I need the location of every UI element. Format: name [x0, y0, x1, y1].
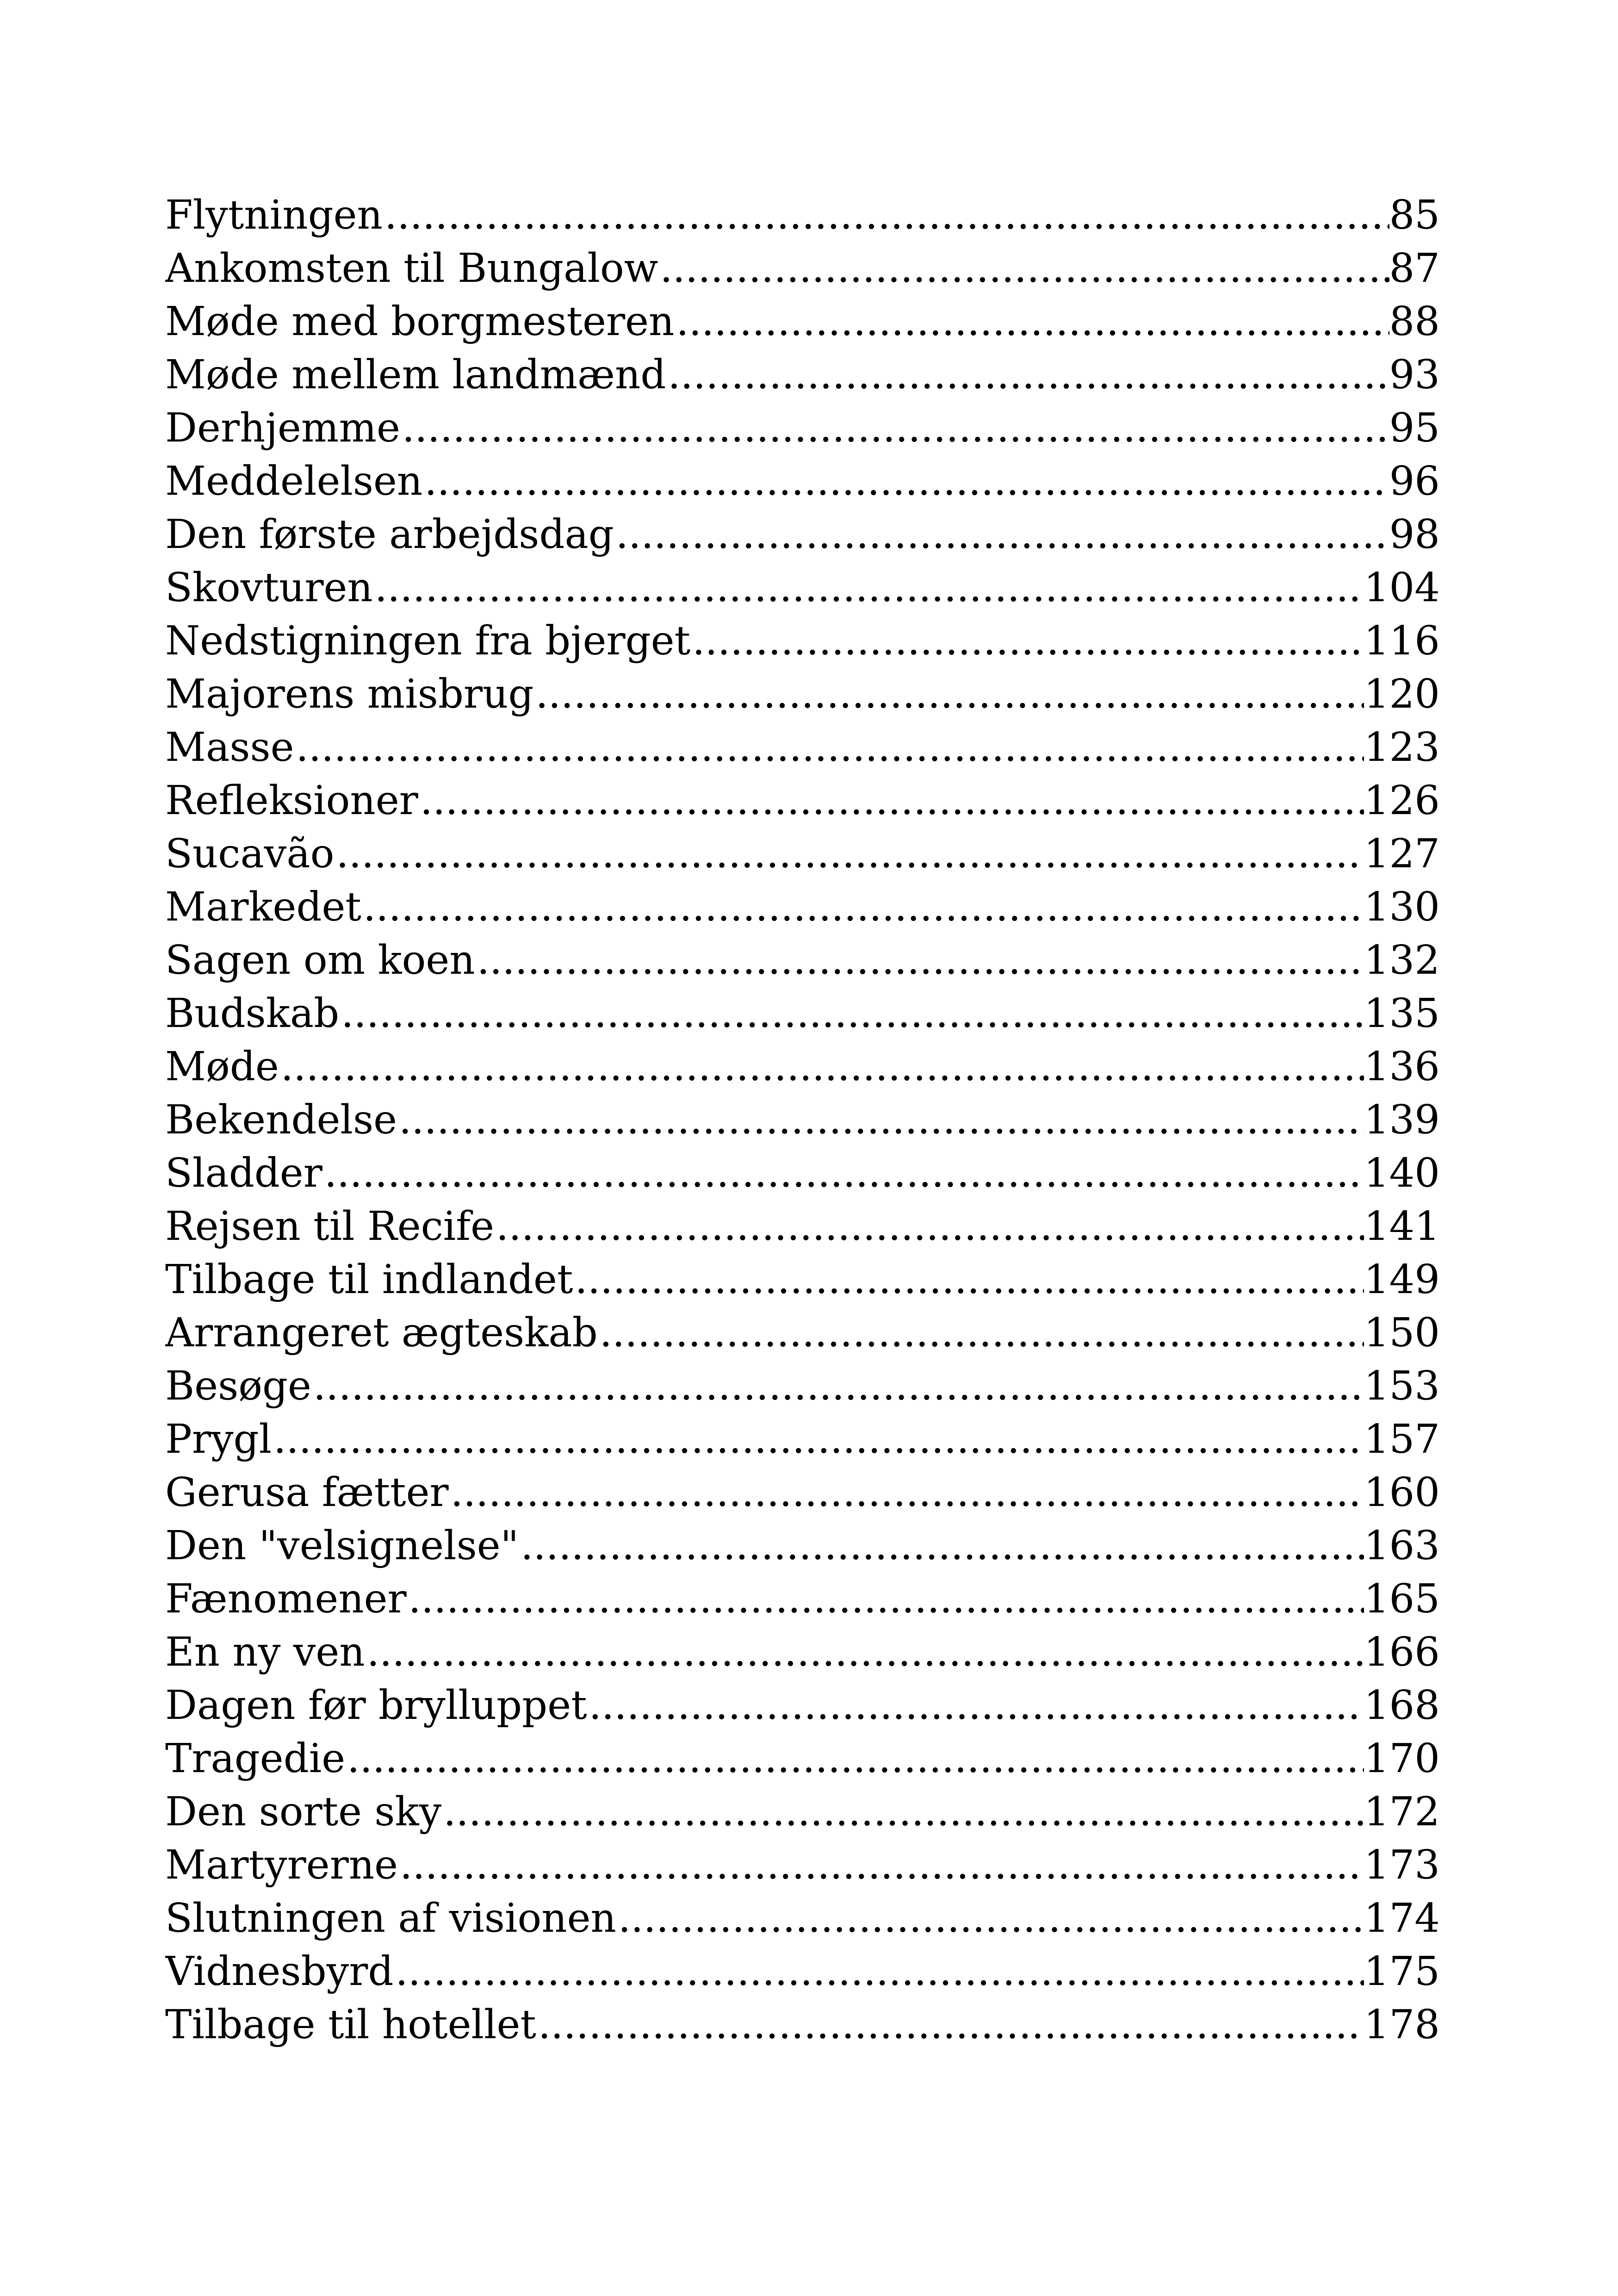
toc-dot-leader — [397, 1094, 1364, 1147]
toc-entry-title: Tragedie — [165, 1736, 346, 1782]
toc-dot-leader — [658, 242, 1389, 295]
toc-dot-leader — [449, 1466, 1364, 1519]
toc-entry[interactable] — [165, 987, 1440, 1040]
toc-entry-title: En ny ven — [165, 1629, 365, 1675]
toc-entry[interactable] — [165, 1360, 1440, 1413]
toc-dot-leader — [418, 774, 1364, 828]
toc-dot-leader — [533, 668, 1364, 721]
toc-dot-leader — [536, 1998, 1364, 2052]
toc-entry-title: Ankomsten til Bungalow — [165, 245, 658, 292]
toc-entry-title: Majorens misbrug — [165, 671, 534, 717]
toc-entry[interactable] — [165, 1413, 1440, 1466]
toc-entry[interactable] — [165, 348, 1440, 402]
toc-entry-title: Arrangeret ægteskab — [165, 1310, 598, 1356]
toc-entry-title: Masse — [165, 724, 294, 771]
toc-entry-page: 87 — [1389, 245, 1440, 292]
toc-dot-leader — [441, 1786, 1364, 1839]
toc-entry-title: Sagen om koen — [165, 937, 475, 983]
toc-dot-leader — [365, 1626, 1364, 1679]
toc-entry-page: 170 — [1364, 1736, 1440, 1782]
toc-entry-page: 149 — [1364, 1257, 1440, 1303]
toc-entry-title: Sladder — [165, 1150, 322, 1196]
toc-entry-title: Flytningen — [165, 192, 383, 238]
toc-dot-leader — [339, 987, 1364, 1040]
toc-entry-page: 165 — [1364, 1576, 1440, 1622]
toc-entry-page: 88 — [1389, 299, 1440, 345]
toc-entry-title: Møde med borgmesteren — [165, 299, 675, 345]
toc-dot-leader — [666, 348, 1389, 402]
toc-entry-page: 140 — [1364, 1150, 1440, 1196]
toc-entry-page: 127 — [1364, 831, 1440, 877]
toc-entry[interactable] — [165, 1094, 1440, 1147]
toc-entry-page: 136 — [1364, 1044, 1440, 1090]
toc-entry-title: Prygl — [165, 1416, 272, 1462]
toc-dot-leader — [407, 1573, 1364, 1626]
toc-entry-page: 172 — [1364, 1789, 1440, 1835]
toc-entry-page: 160 — [1364, 1469, 1440, 1516]
toc-entry[interactable] — [165, 242, 1440, 295]
toc-entry[interactable] — [165, 1626, 1440, 1679]
toc-entry[interactable] — [165, 1253, 1440, 1307]
toc-entry-page: 116 — [1364, 618, 1440, 664]
toc-entry-page: 135 — [1364, 990, 1440, 1037]
toc-entry-title: Den "velsignelse" — [165, 1523, 519, 1569]
toc-dot-leader — [422, 455, 1389, 508]
toc-dot-leader — [690, 615, 1364, 668]
toc-entry[interactable] — [165, 1839, 1440, 1892]
toc-dot-leader — [598, 1307, 1364, 1360]
toc-entry[interactable] — [165, 1732, 1440, 1786]
toc-dot-leader — [373, 561, 1364, 615]
toc-dot-leader — [573, 1253, 1364, 1307]
toc-entry[interactable] — [165, 1573, 1440, 1626]
toc-entry[interactable] — [165, 1679, 1440, 1732]
toc-entry[interactable] — [165, 508, 1440, 561]
table-of-contents — [165, 189, 1440, 2052]
toc-dot-leader — [519, 1519, 1364, 1573]
toc-entry-title: Martyrerne — [165, 1842, 398, 1888]
toc-entry-title: Besøge — [165, 1363, 311, 1409]
toc-entry[interactable] — [165, 1466, 1440, 1519]
toc-entry[interactable] — [165, 1998, 1440, 2052]
toc-entry[interactable] — [165, 561, 1440, 615]
toc-entry-page: 126 — [1364, 778, 1440, 824]
toc-entry-page: 175 — [1364, 1948, 1440, 1995]
toc-dot-leader — [475, 934, 1364, 987]
toc-dot-leader — [393, 1945, 1364, 1998]
toc-entry[interactable] — [165, 1147, 1440, 1200]
toc-entry-title: Den første arbejdsdag — [165, 511, 614, 558]
toc-dot-leader — [400, 402, 1389, 455]
toc-entry-page: 166 — [1364, 1629, 1440, 1675]
toc-entry-title: Markedet — [165, 884, 361, 930]
toc-dot-leader — [616, 1892, 1364, 1945]
toc-entry-title: Refleksioner — [165, 778, 418, 824]
toc-entry[interactable] — [165, 189, 1440, 242]
toc-entry[interactable] — [165, 668, 1440, 721]
toc-entry[interactable] — [165, 828, 1440, 881]
toc-entry-title: Derhjemme — [165, 405, 400, 451]
toc-entry[interactable] — [165, 1892, 1440, 1945]
toc-entry-page: 141 — [1364, 1203, 1440, 1250]
toc-entry-page: 157 — [1364, 1416, 1440, 1462]
toc-entry-page: 173 — [1364, 1842, 1440, 1888]
toc-entry[interactable] — [165, 934, 1440, 987]
toc-entry-title: Vidnesbyrd — [165, 1948, 394, 1995]
toc-entry-title: Sucavão — [165, 831, 335, 877]
toc-dot-leader — [322, 1147, 1364, 1200]
toc-entry-title: Slutningen af visionen — [165, 1895, 616, 1941]
toc-entry[interactable] — [165, 1040, 1440, 1094]
toc-entry-page: 130 — [1364, 884, 1440, 930]
toc-entry-page: 123 — [1364, 724, 1440, 771]
toc-entry-page: 104 — [1364, 565, 1440, 611]
toc-entry[interactable] — [165, 774, 1440, 828]
toc-entry-page: 93 — [1389, 352, 1440, 398]
toc-entry-title: Bekendelse — [165, 1097, 397, 1143]
toc-entry-page: 178 — [1364, 2002, 1440, 2048]
toc-entry-page: 85 — [1389, 192, 1440, 238]
toc-entry[interactable] — [165, 615, 1440, 668]
toc-entry-page: 132 — [1364, 937, 1440, 983]
toc-dot-leader — [674, 295, 1389, 348]
toc-entry-title: Den sorte sky — [165, 1789, 442, 1835]
toc-dot-leader — [361, 881, 1364, 934]
toc-entry-title: Fænomener — [165, 1576, 407, 1622]
toc-entry-title: Skovturen — [165, 565, 373, 611]
toc-entry[interactable] — [165, 881, 1440, 934]
toc-dot-leader — [272, 1413, 1364, 1466]
toc-entry[interactable] — [165, 1200, 1440, 1253]
toc-dot-leader — [345, 1732, 1364, 1786]
toc-entry-title: Budskab — [165, 990, 340, 1037]
toc-entry-title: Dagen før brylluppet — [165, 1682, 587, 1729]
toc-entry-title: Møde — [165, 1044, 279, 1090]
toc-entry[interactable] — [165, 1945, 1440, 1998]
toc-dot-leader — [383, 189, 1389, 242]
toc-entry-page: 153 — [1364, 1363, 1440, 1409]
toc-entry-page: 120 — [1364, 671, 1440, 717]
toc-entry-title: Møde mellem landmænd — [165, 352, 666, 398]
toc-entry[interactable] — [165, 402, 1440, 455]
toc-dot-leader — [398, 1839, 1364, 1892]
toc-entry[interactable] — [165, 1519, 1440, 1573]
toc-dot-leader — [334, 828, 1364, 881]
toc-dot-leader — [587, 1679, 1364, 1732]
toc-entry-title: Meddelelsen — [165, 458, 423, 504]
toc-entry[interactable] — [165, 295, 1440, 348]
toc-entry-title: Rejsen til Recife — [165, 1203, 495, 1250]
toc-entry-title: Tilbage til hotellet — [165, 2002, 536, 2048]
toc-entry[interactable] — [165, 1786, 1440, 1839]
toc-entry-page: 96 — [1389, 458, 1440, 504]
toc-entry-title: Tilbage til indlandet — [165, 1257, 573, 1303]
toc-dot-leader — [494, 1200, 1364, 1253]
toc-entry[interactable] — [165, 455, 1440, 508]
toc-entry-page: 139 — [1364, 1097, 1440, 1143]
toc-entry-title: Gerusa fætter — [165, 1469, 449, 1516]
toc-entry-page: 174 — [1364, 1895, 1440, 1941]
toc-entry[interactable] — [165, 1307, 1440, 1360]
toc-dot-leader — [279, 1040, 1364, 1094]
toc-entry-page: 163 — [1364, 1523, 1440, 1569]
toc-dot-leader — [311, 1360, 1364, 1413]
toc-entry-page: 168 — [1364, 1682, 1440, 1729]
toc-dot-leader — [614, 508, 1389, 561]
toc-entry-page: 95 — [1389, 405, 1440, 451]
toc-entry-page: 98 — [1389, 511, 1440, 558]
toc-entry-title: Nedstigningen fra bjerget — [165, 618, 691, 664]
toc-entry[interactable] — [165, 721, 1440, 774]
toc-dot-leader — [294, 721, 1364, 774]
toc-entry-page: 150 — [1364, 1310, 1440, 1356]
